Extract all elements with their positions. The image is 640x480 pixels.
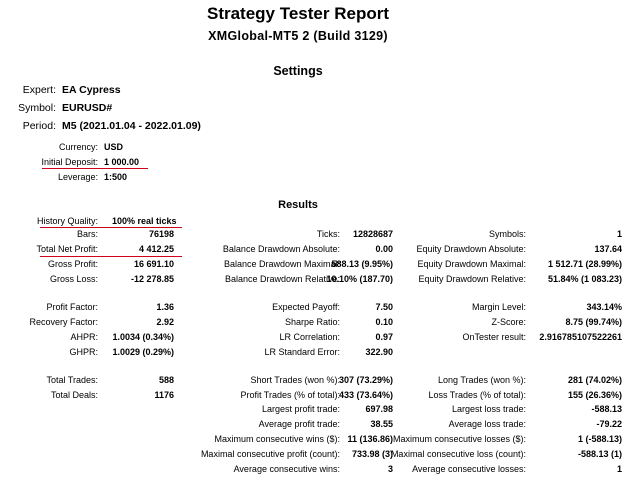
symbol-value: EURUSD# xyxy=(62,102,113,114)
history-quality-label: History Quality: xyxy=(36,216,98,226)
result-label: Average profit trade: xyxy=(258,419,340,429)
result-label: Largest profit trade: xyxy=(261,404,340,414)
result-label: Balance Drawdown Relative: xyxy=(224,274,340,284)
result-value: 76198 xyxy=(148,229,174,239)
result-label: LR Correlation: xyxy=(279,332,340,342)
result-value: 1 xyxy=(616,229,622,239)
result-value: 733.98 (3) xyxy=(351,449,393,459)
result-label: Largest loss trade: xyxy=(451,404,526,414)
result-value: 16 691.10 xyxy=(133,259,174,269)
result-label: AHPR: xyxy=(70,332,98,342)
result-value: 7.50 xyxy=(375,302,393,312)
result-label: Short Trades (won %): xyxy=(250,375,340,385)
result-label: Loss Trades (% of total): xyxy=(428,390,526,400)
symbol-label: Symbol: xyxy=(18,102,56,114)
report-subtitle: XMGlobal-MT5 2 (Build 3129) xyxy=(208,29,388,43)
results-heading: Results xyxy=(278,199,318,211)
result-value: 51.84% (1 083.23) xyxy=(547,274,622,284)
result-label: OnTester result: xyxy=(462,332,526,342)
result-label: Profit Trades (% of total): xyxy=(240,390,340,400)
result-value: 1176 xyxy=(154,390,174,400)
history-quality-underline xyxy=(40,227,182,228)
period-value: M5 (2021.01.04 - 2022.01.09) xyxy=(62,120,201,132)
result-label: Margin Level: xyxy=(471,302,526,312)
result-value: 155 (26.36%) xyxy=(567,390,622,400)
currency-label: Currency: xyxy=(58,142,98,152)
initial-deposit-underline xyxy=(42,168,148,169)
result-label: Equity Drawdown Maximal: xyxy=(417,259,526,269)
result-value: 8.75 (99.74%) xyxy=(565,317,622,327)
expert-value: EA Cypress xyxy=(62,84,121,96)
result-value: 1.0034 (0.34%) xyxy=(112,332,174,342)
expert-label: Expert: xyxy=(22,84,56,96)
result-label: Ticks: xyxy=(316,229,340,239)
result-label: Profit Factor: xyxy=(46,302,98,312)
result-label: Symbols: xyxy=(488,229,526,239)
result-label: Expected Payoff: xyxy=(272,302,340,312)
result-value: 2.92 xyxy=(156,317,174,327)
result-label: Average consecutive wins: xyxy=(233,464,340,474)
result-value: 307 (73.29%) xyxy=(338,375,393,385)
total-net-profit-underline xyxy=(40,256,182,257)
result-value: -79.22 xyxy=(596,419,622,429)
result-value: 1 xyxy=(616,464,622,474)
currency-value: USD xyxy=(104,142,124,152)
result-label: GHPR: xyxy=(69,347,98,357)
result-value: 0.97 xyxy=(375,332,393,342)
result-label: Balance Drawdown Absolute: xyxy=(222,244,340,254)
result-label: Equity Drawdown Absolute: xyxy=(416,244,526,254)
settings-heading: Settings xyxy=(273,64,323,78)
result-label: Recovery Factor: xyxy=(29,317,98,327)
result-label: Total Trades: xyxy=(46,375,98,385)
result-value: 38.55 xyxy=(370,419,393,429)
result-label: Maximal consecutive profit (count): xyxy=(200,449,340,459)
result-label: Average consecutive losses: xyxy=(412,464,526,474)
result-value: 4 412.25 xyxy=(138,244,174,254)
result-label: Gross Profit: xyxy=(47,259,98,269)
result-value: 1 512.71 (28.99%) xyxy=(547,259,622,269)
initial-deposit-label: Initial Deposit: xyxy=(41,157,98,167)
result-value: 0.10 xyxy=(375,317,393,327)
period-label: Period: xyxy=(22,120,56,132)
result-value: 343.14% xyxy=(586,302,622,312)
result-value: 3 xyxy=(387,464,393,474)
result-value: 11 (136.86) xyxy=(347,434,393,444)
result-value: -588.13 xyxy=(591,404,622,414)
result-label: Maximum consecutive wins ($): xyxy=(214,434,340,444)
result-label: LR Standard Error: xyxy=(264,347,340,357)
result-value: 1.0029 (0.29%) xyxy=(112,347,174,357)
result-label: Total Net Profit: xyxy=(36,244,98,254)
result-label: Z-Score: xyxy=(491,317,526,327)
result-label: Long Trades (won %): xyxy=(437,375,526,385)
history-quality-value: 100% real ticks xyxy=(112,216,177,226)
result-label: Maximal consecutive loss (count): xyxy=(390,449,526,459)
result-value: 0.00 xyxy=(375,244,393,254)
result-value: 10.10% (187.70) xyxy=(326,274,393,284)
result-value: 12828687 xyxy=(352,229,393,239)
report-title: Strategy Tester Report xyxy=(206,4,389,23)
result-label: Bars: xyxy=(76,229,98,239)
result-value: 2.916785107522261 xyxy=(539,332,622,342)
leverage-value: 1:500 xyxy=(104,172,128,182)
result-label: Average loss trade: xyxy=(448,419,526,429)
leverage-label: Leverage: xyxy=(57,172,98,182)
initial-deposit-value: 1 000.00 xyxy=(104,157,140,167)
result-label: Total Deals: xyxy=(50,390,98,400)
result-label: Sharpe Ratio: xyxy=(284,317,340,327)
result-value: 697.98 xyxy=(365,404,393,414)
result-value: 281 (74.02%) xyxy=(567,375,622,385)
result-value: -12 278.85 xyxy=(130,274,174,284)
result-label: Balance Drawdown Maximal: xyxy=(223,259,340,269)
result-value: 1 (-588.13) xyxy=(577,434,622,444)
result-value: 322.90 xyxy=(365,347,393,357)
result-value: 433 (73.64%) xyxy=(338,390,393,400)
result-value: 588.13 (9.95%) xyxy=(331,259,393,269)
result-value: 1.36 xyxy=(156,302,174,312)
result-value: 588 xyxy=(158,375,174,385)
result-value: -588.13 (1) xyxy=(577,449,622,459)
result-label: Maximum consecutive losses ($): xyxy=(392,434,526,444)
result-label: Gross Loss: xyxy=(49,274,98,284)
result-value: 137.64 xyxy=(594,244,622,254)
result-label: Equity Drawdown Relative: xyxy=(418,274,526,284)
